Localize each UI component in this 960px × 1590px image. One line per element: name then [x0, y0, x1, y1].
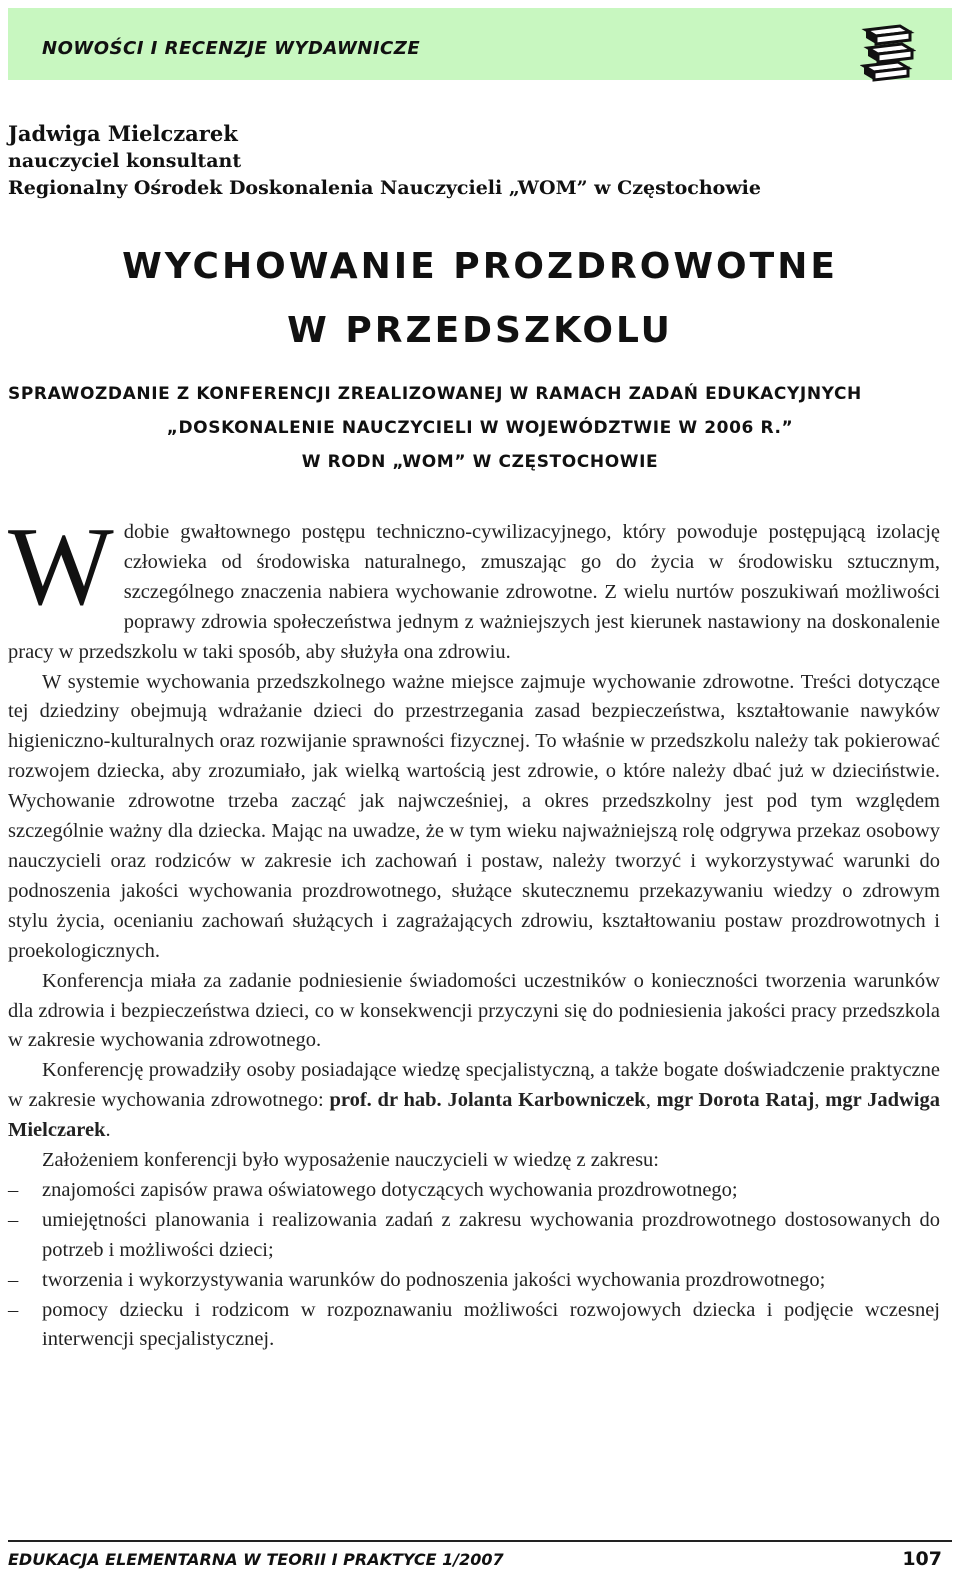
- list-dash: –: [8, 1268, 19, 1291]
- name-separator: ,: [814, 1089, 826, 1112]
- list-dash: –: [8, 1178, 19, 1201]
- paragraph-5: Założeniem konferencji było wyposażenie nauczycieli w wiedzę z zakresu:: [42, 1149, 659, 1172]
- section-title: NOWOŚCI I RECENZJE WYDAWNICZE: [42, 38, 421, 59]
- author-name: Jadwiga Mielczarek: [8, 121, 238, 146]
- books-stack-icon: [860, 22, 916, 82]
- list-item: [8, 1266, 940, 1296]
- list-item-text: znajomości zapisów prawa oświatowego dotyczących wychowania prozdrowotnego;: [42, 1178, 738, 1201]
- article-body: [8, 505, 940, 1355]
- list-item-text: umiejętności planowania i realizowania zadań z zakresu wychowania prozdrowotnego dostosowanych do potrzeb i możliwości dzieci;: [42, 1208, 940, 1261]
- article-title-line-2: W PRZEDSZKOLU: [287, 310, 673, 351]
- journal-title: EDUKACJA ELEMENTARNA W TEORII I PRAKTYCE 1/2007: [8, 1550, 504, 1569]
- article-title-line-1: WYCHOWANIE PROZDROWOTNE: [122, 246, 838, 287]
- list-dash: –: [8, 1298, 19, 1321]
- list-dash: –: [8, 1208, 19, 1231]
- author-block: [8, 120, 938, 202]
- paragraph-4-end: .: [105, 1119, 111, 1142]
- article-subtitle-line-2: „DOSKONALENIE NAUCZYCIELI W WOJEWÓDZTWIE W 2006 R.”: [166, 418, 794, 438]
- speaker-name: mgr Dorota Rataj: [656, 1089, 815, 1112]
- list-item: [8, 1296, 940, 1356]
- article-subtitle-line-3: W RODN „WOM” W CZĘSTOCHOWIE: [301, 452, 659, 472]
- paragraph-1: [8, 505, 940, 668]
- footer-divider: [8, 1540, 952, 1542]
- drop-cap: W: [8, 505, 114, 629]
- author-affiliation: Regionalny Ośrodek Doskonalenia Nauczycieli „WOM” w Częstochowie: [8, 177, 761, 199]
- paragraph-1-text: dobie gwałtownego postępu techniczno-cywilizacyjnego, który powoduje postępującą izolację człowieka od środowiska naturalnego, zmuszając go do życia w środowisku sztucznym, szczególnego znaczenia nabiera wychowanie zdrowotne. Z wielu nurtów poszukiwań możliwości poprawy zdrowia społeczeństwa jednym z ważniejszych jest kierunek nastawiony na doskonalenie pracy w przedszkolu w taki sposób, aby służyła ona zdrowiu.: [8, 521, 940, 663]
- article-subtitle-line-1: SPRAWOZDANIE Z KONFERENCJI ZREALIZOWANEJ W RAMACH ZADAŃ EDUKACYJNYCH: [8, 384, 862, 404]
- list-item: [8, 1206, 940, 1266]
- list-item: [8, 1176, 940, 1206]
- paragraph-4: [8, 1056, 940, 1146]
- list-item-text: pomocy dziecku i rodzicom w rozpoznawaniu możliwości rozwojowych dziecka i podjęcie wczesnej interwencji specjalistycznej.: [42, 1298, 940, 1351]
- name-separator: ,: [645, 1089, 657, 1112]
- speaker-name: mgr Jadwiga Mielczarek: [8, 1089, 940, 1142]
- paragraph-2: W systemie wychowania przedszkolnego ważne miejsce zajmuje wychowanie zdrowotne. Treści dotyczące tej dziedziny obejmują wdrażanie dzieci do przestrzegania zasad bezpieczeństwa, kształtowanie nawyków higieniczno-kulturalnych oraz rozwijanie sprawności fizycznej. To właśnie w przedszkolu należy tak pokierować rozwojem dziecka, aby zrozumiało, jak wielką wartością jest zdrowie, o które należy dbać już w dzieciństwie. Wychowanie zdrowotne trzeba zacząć jak najwcześniej, a okres przedszkolny jest pod tym względem szczególnie ważny dla dziecka. Mając na uwadze, że w tym wieku najważniejszą rolę odgrywa przekaz osobowy nauczycieli oraz rodziców w zakresie ich zachowań i postaw, należy tworzyć i wykorzystywać warunki do podnoszenia jakości wychowania prozdrowotnego, służące skutecznemu przekazywaniu wiedzy o zdrowym stylu życia, ocenianiu zachowań służących i zagrażających zdrowiu, kształtowaniu postaw prozdrowotnych i proekologicznych.: [8, 670, 940, 962]
- paragraph-4-intro: Konferencję prowadziły osoby posiadające wiedzę specjalistyczną, a także bogate doświadczenie praktyczne w zakresie wychowania zdrowotnego:: [8, 1059, 940, 1112]
- list-item-text: tworzenia i wykorzystywania warunków do podnoszenia jakości wychowania prozdrowotnego;: [42, 1268, 826, 1291]
- page-number: 107: [902, 1548, 942, 1570]
- section-header-band: [8, 8, 952, 80]
- speaker-name: prof. dr hab. Jolanta Karbowniczek: [329, 1089, 646, 1112]
- paragraph-3: Konferencja miała za zadanie podniesienie świadomości uczestników o konieczności tworzenia warunków dla zdrowia i bezpieczeństwa dzieci, co w konsekwencji przyczyni się do podniesienia jakości pracy przedszkola w zakresie wychowania zdrowotnego.: [8, 969, 940, 1052]
- author-role: nauczyciel konsultant: [8, 150, 242, 172]
